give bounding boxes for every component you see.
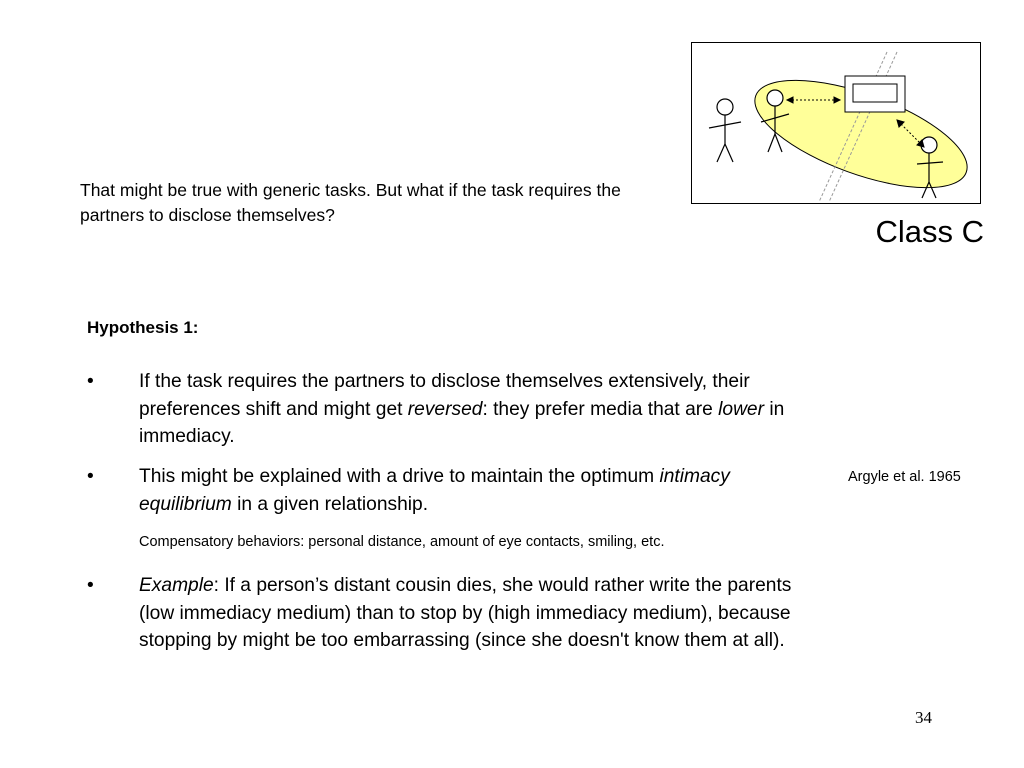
bullet-icon: • [87, 466, 94, 487]
bullet-icon: • [87, 575, 94, 596]
text-segment: in immediacy. [139, 398, 785, 447]
text-segment: : they prefer media that are [482, 398, 719, 420]
figure-caption: Class C [875, 214, 984, 249]
emphasis-text: lower [718, 398, 764, 420]
text-segment: in a given relationship. [231, 493, 429, 515]
page-number: 34 [915, 708, 932, 727]
emphasis-text: reversed [407, 398, 483, 420]
hypothesis-heading: Hypothesis 1: [87, 318, 199, 337]
monitor-icon [845, 76, 905, 112]
text-segment: If the task requires the partners to disclose themselves extensively, their preferences shift and might get [139, 371, 750, 420]
text-segment: : If a person’s distant cousin dies, she would rather write the parents (low immediacy medium) than to stop by (high immediacy medium), because stopping by might be too embarrassing (since she doesn't know them at all). [139, 575, 792, 651]
sub-note: Compensatory behaviors: personal distance, amount of eye contacts, smiling, etc. [139, 534, 665, 550]
emphasis-text: Example [139, 575, 214, 596]
bullet-text [139, 463, 807, 518]
bullet-text [139, 368, 807, 451]
citation: Argyle et al. 1965 [848, 469, 961, 485]
emphasis-text: intimacy equilibrium [139, 466, 730, 515]
bullet-icon: • [87, 371, 94, 392]
class-c-illustration [691, 42, 981, 204]
text-segment: This might be explained with a drive to maintain the optimum [139, 466, 660, 487]
list-item [87, 572, 807, 655]
bullet-text [139, 572, 807, 655]
intro-text: That might be true with generic tasks. But what if the task requires the partners to disclose themselves? [80, 180, 621, 225]
list-item [87, 463, 807, 518]
list-item [87, 368, 807, 451]
